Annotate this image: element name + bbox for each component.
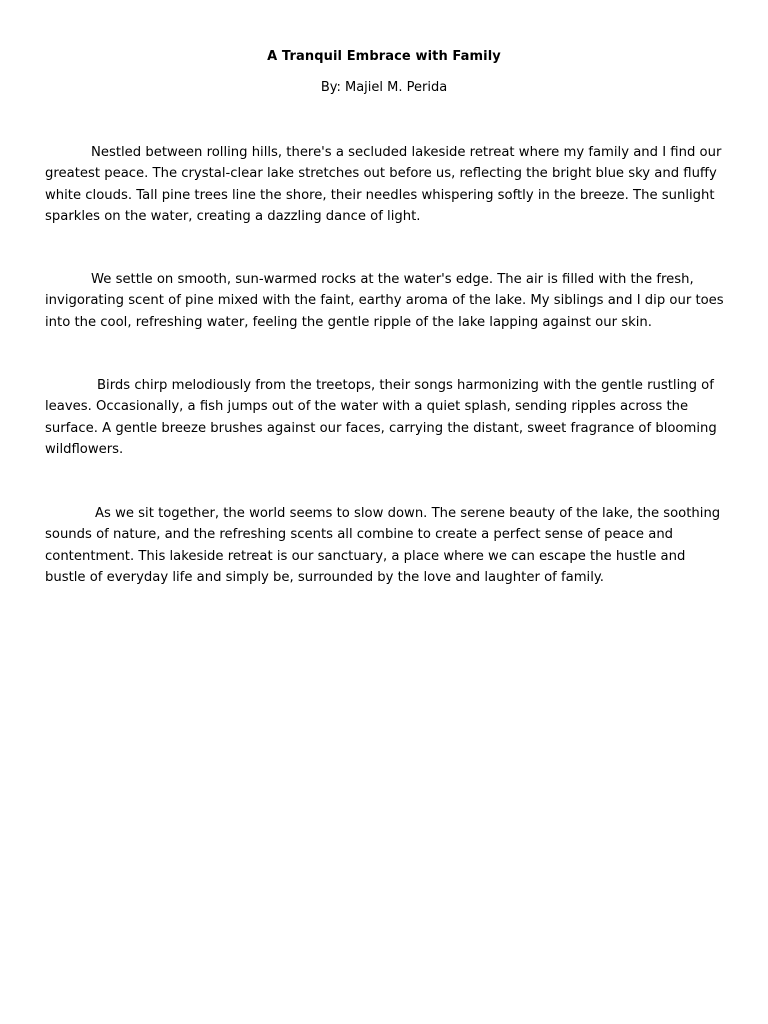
- paragraph-2: We settle on smooth, sun-warmed rocks at the water's edge. The air is filled with the fresh, invigorating scent of pine mixed with the faint, earthy aroma of the lake. My siblings and I dip our toes into the cool, refreshing water, feeling the gentle ripple of the lake lapping against our skin.: [45, 272, 724, 330]
- paragraph-1: Nestled between rolling hills, there's a secluded lakeside retreat where my family and I find our greatest peace. The crystal-clear lake stretches out before us, reflecting the bright blue sky and fluffy white clouds. Tall pine trees line the shore, their needles whispering softly in the breeze. The sunlight sparkles on the water, creating a dazzling dance of light.: [45, 145, 722, 225]
- document-title: A Tranquil Embrace with Family: [267, 49, 501, 64]
- paragraph-4: As we sit together, the world seems to slow down. The serene beauty of the lake, the soothing sounds of nature, and the refreshing scents all combine to create a perfect sense of peace and contentment. This lakeside retreat is our sanctuary, a place where we can escape the hustle and bustle of everyday life and simply be, surrounded by the love and laughter of family.: [45, 506, 721, 586]
- author-byline: By: Majiel M. Perida: [320, 80, 448, 95]
- paragraph-3: Birds chirp melodiously from the treetops, their songs harmonizing with the gentle rustling of leaves. Occasionally, a fish jumps out of the water with a quiet splash, sending ripples across the surface. A gentle breeze brushes against our faces, carrying the distant, sweet fragrance of blooming wildflowers.: [45, 378, 717, 458]
